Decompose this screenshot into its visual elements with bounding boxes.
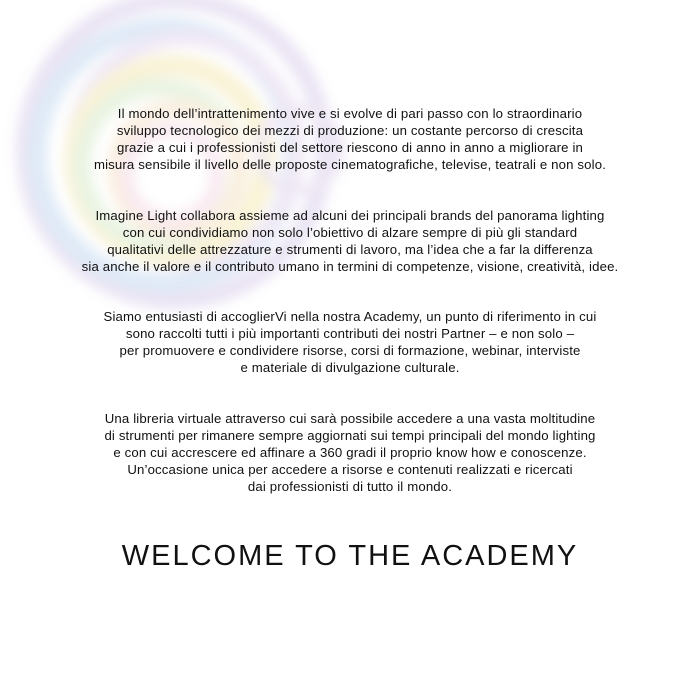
paragraph-line: e materiale di divulgazione culturale. bbox=[240, 360, 460, 375]
paragraph-line: Una libreria virtuale attraverso cui sarà possibile accedere a una vasta moltitudine bbox=[104, 411, 596, 426]
paragraph-line: e con cui accrescere ed affinare a 360 gradi il proprio know how e conoscenze. bbox=[113, 445, 587, 460]
paragraph-line: per promuovere e condividere risorse, corsi di formazione, webinar, interviste bbox=[119, 343, 581, 358]
paragraph-line: sia anche il valore e il contributo umano in termini di competenze, visione, creatività, idee. bbox=[81, 259, 619, 274]
intro-paragraph-3 bbox=[0, 308, 700, 376]
intro-paragraph-2 bbox=[0, 207, 700, 275]
welcome-heading: WELCOME TO THE ACADEMY bbox=[121, 540, 579, 572]
paragraph-line: di strumenti per rimanere sempre aggiornati sui tempi principali del mondo lighting bbox=[104, 428, 596, 443]
paragraph-line: Imagine Light collabora assieme ad alcuni dei principali brands del panorama lighting bbox=[95, 208, 605, 223]
paragraph-line: qualitativi delle attrezzature e strumenti di lavoro, ma l’idea che a far la differenza bbox=[107, 242, 593, 257]
paragraph-line: sono raccolti tutti i più importanti contributi dei nostri Partner – e non solo – bbox=[125, 326, 575, 341]
paragraph-line: dai professionisti di tutto il mondo. bbox=[247, 479, 453, 494]
paragraph-line: sviluppo tecnologico dei mezzi di produzione: un costante percorso di crescita bbox=[116, 123, 584, 138]
intro-paragraph-1 bbox=[0, 105, 700, 173]
paragraph-line: misura sensibile il livello delle proposte cinematografiche, televise, teatrali e non solo. bbox=[93, 157, 607, 172]
paragraph-line: Un’occasione unica per accedere a risorse e contenuti realizzati e ricercati bbox=[127, 462, 573, 477]
paragraph-line: Siamo entusiasti di accoglierVi nella nostra Academy, un punto di riferimento in cui bbox=[103, 309, 597, 324]
paragraph-line: con cui condividiamo non solo l’obiettivo di alzare sempre di più gli standard bbox=[122, 225, 578, 240]
paragraph-line: grazie a cui i professionisti del settore riescono di anno in anno a migliorare in bbox=[116, 140, 584, 155]
paragraph-line: Il mondo dell’intrattenimento vive e si evolve di pari passo con lo straordinario bbox=[117, 106, 583, 121]
intro-paragraph-4 bbox=[0, 410, 700, 495]
